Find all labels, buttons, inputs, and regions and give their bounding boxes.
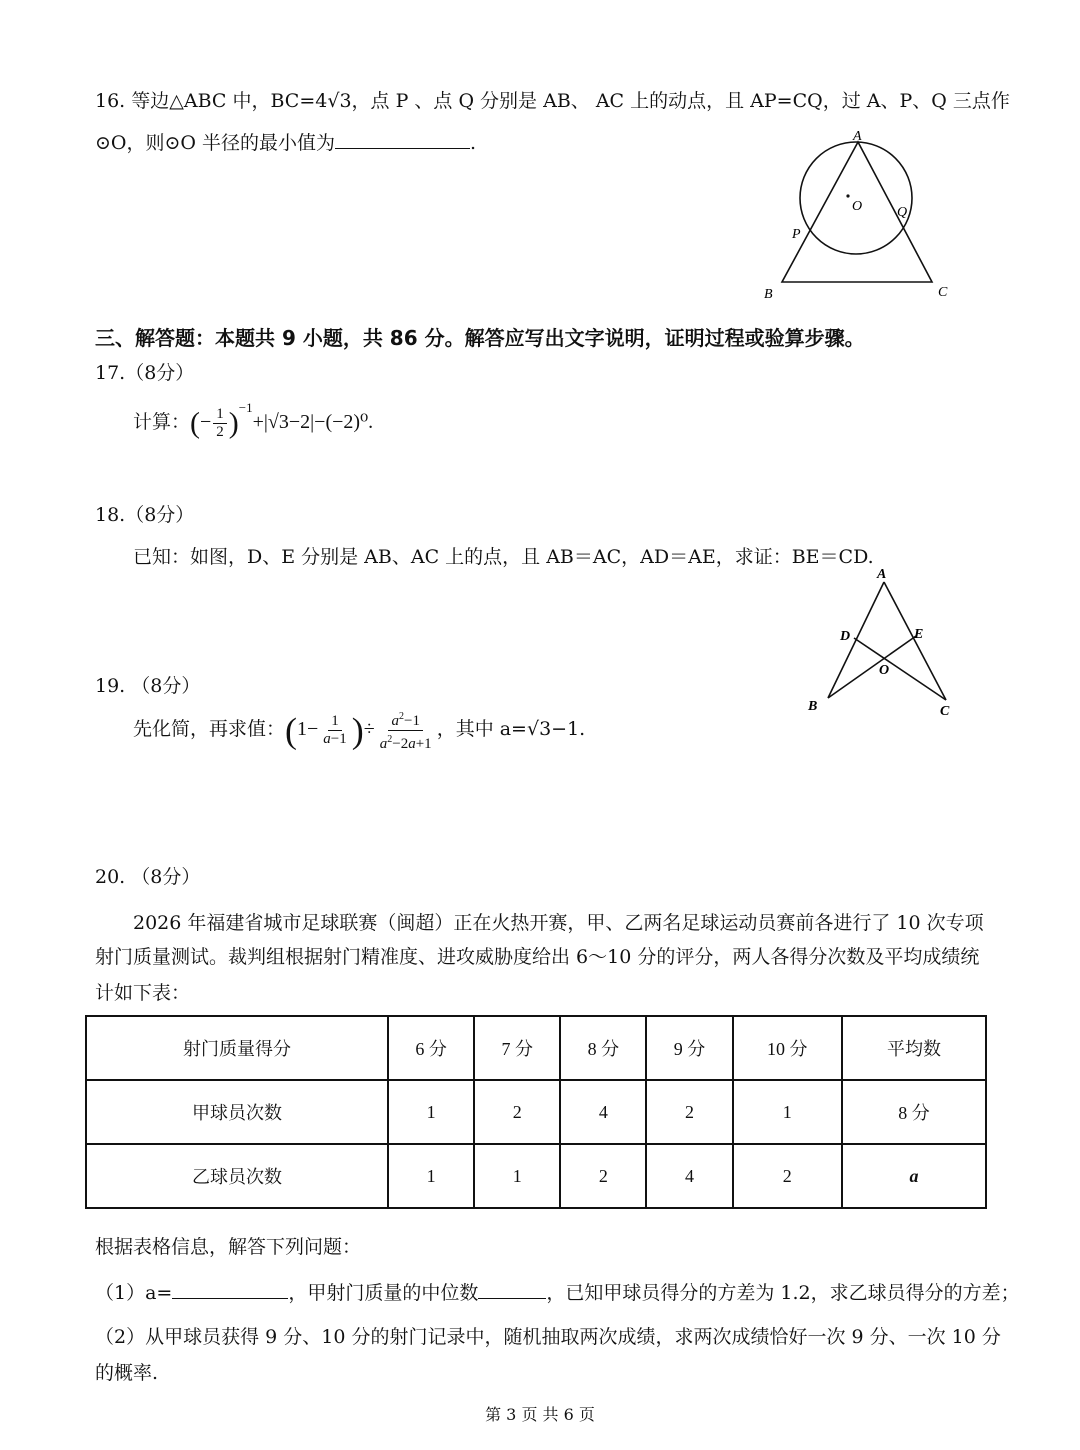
q18-label-b: B: [808, 699, 818, 714]
q17-prefix: 计算：: [133, 411, 191, 433]
q19-prefix: 先化简，再求值：: [133, 718, 286, 741]
q18-figure: [800, 562, 970, 722]
q19-suffix: ，其中 a=√3−1.: [436, 718, 586, 741]
table-header-cell: 射门质量得分: [86, 1016, 388, 1080]
q16-label-q: Q: [897, 205, 908, 220]
q17-expression: 计算：(− $\frac{1}{2}$ )$^{-1}$+|√3−2|−(−2)⁰.: [133, 400, 374, 440]
table-header-cell: 9 分: [646, 1016, 732, 1080]
q18-text: 已知：如图，D、E 分别是 AB、AC 上的点，且 AB＝AC，AD＝AE，求证：BE＝CD.: [133, 546, 874, 568]
table-row: [86, 1144, 986, 1208]
table-row: [86, 1080, 986, 1144]
q20-para2: 射门质量测试。裁判组根据射门精准度、进攻威胁度给出 6～10 分的评分，两人各得分次数及平均成绩统: [95, 946, 980, 968]
q20-sub1-b: ，甲射门质量的中位数: [288, 1282, 479, 1304]
q16-line2: [95, 128, 476, 155]
q16-label-o: O: [852, 199, 863, 214]
q16-line1: 16. 等边△ABC 中，BC=4√3，点 P 、点 Q 分别是 AB、 AC 上的动点，且 AP=CQ，过 A、P、Q 三点作: [95, 90, 1010, 112]
q18-label-c: C: [940, 704, 950, 719]
q20-blank-a: [172, 1280, 288, 1299]
table-header-cell: 6 分: [388, 1016, 474, 1080]
q18-label-e: E: [914, 627, 924, 642]
table-cell: 2: [474, 1080, 560, 1144]
table-cell: 1: [474, 1144, 560, 1208]
q18-label-o: O: [879, 663, 890, 678]
table-cell: 1: [388, 1080, 474, 1144]
q20-sub1-c: ，已知甲球员得分的方差为 1.2，求乙球员得分的方差；: [546, 1282, 1020, 1304]
q16-label-c: C: [938, 285, 948, 300]
table-cell: 4: [560, 1080, 646, 1144]
q16-line2-suffix: .: [470, 132, 477, 154]
q18-label-d: D: [840, 629, 851, 644]
q16-circle-o: [800, 142, 912, 254]
table-header-cell: 8 分: [560, 1016, 646, 1080]
q20-intro: 根据表格信息，解答下列问题：: [95, 1236, 362, 1258]
q16-line2-prefix: ⊙O，则⊙O 半径的最小值为: [95, 132, 336, 154]
q16-answer-blank: [335, 130, 470, 149]
q20-sub1: [95, 1278, 1020, 1305]
table-cell: 甲球员次数: [86, 1080, 388, 1144]
q20-blank-median: [478, 1280, 546, 1299]
table-cell: 2: [646, 1080, 732, 1144]
table-header-cell: 10 分: [733, 1016, 842, 1080]
section3-heading: 三、解答题：本题共 9 小题，共 86 分。解答应写出文字说明，证明过程或验算步骤。: [95, 326, 865, 350]
q20-para1: 2026 年福建省城市足球联赛（闽超）正在火热开赛，甲、乙两名足球运动员赛前各进行了 10 次专项: [133, 912, 984, 934]
q20-label: 20. （8分）: [95, 866, 201, 888]
q20-para3: 计如下表：: [95, 982, 191, 1004]
q16-figure: [760, 128, 960, 308]
table-cell: 1: [388, 1144, 474, 1208]
table-cell: a: [842, 1144, 986, 1208]
table-cell: 2: [560, 1144, 646, 1208]
table-cell: 4: [646, 1144, 732, 1208]
table-header-cell: 7 分: [474, 1016, 560, 1080]
q16-center-dot: [846, 194, 849, 197]
q16-label-b: B: [764, 287, 773, 302]
page-footer: 第 3 页 共 6 页: [485, 1405, 595, 1424]
q17-label: 17.（8分）: [95, 362, 195, 384]
q20-sub2-line1: （2）从甲球员获得 9 分、10 分的射门记录中，随机抽取两次成绩，求两次成绩恰好一次 9 分、一次 10 分: [95, 1326, 1001, 1348]
table-cell: 2: [733, 1144, 842, 1208]
q20-score-table: [85, 1015, 987, 1209]
q17-expr-rest: +|√3−2|−(−2)⁰.: [252, 411, 374, 433]
table-header-cell: 平均数: [842, 1016, 986, 1080]
table-header-row: [86, 1016, 986, 1080]
q20-sub1-a: （1）a=: [95, 1282, 173, 1304]
q16-label-p: P: [792, 227, 801, 242]
q18-label-a: A: [877, 567, 887, 582]
q19-label: 19. （8分）: [95, 675, 201, 697]
table-cell: 乙球员次数: [86, 1144, 388, 1208]
q19-expression: 先化简，再求值：(1− $\frac{1}{a-1}$ )÷ $\frac{a^2-1}{a^2-2a+1}$ ，其中 a=√3−1.: [133, 708, 585, 753]
q16-label-a: A: [853, 129, 862, 144]
q20-sub2-line2: 的概率.: [95, 1362, 159, 1384]
table-cell: 8 分: [842, 1080, 986, 1144]
q18-label: 18.（8分）: [95, 504, 195, 526]
table-cell: 1: [733, 1080, 842, 1144]
q18-line-be: [828, 636, 916, 698]
